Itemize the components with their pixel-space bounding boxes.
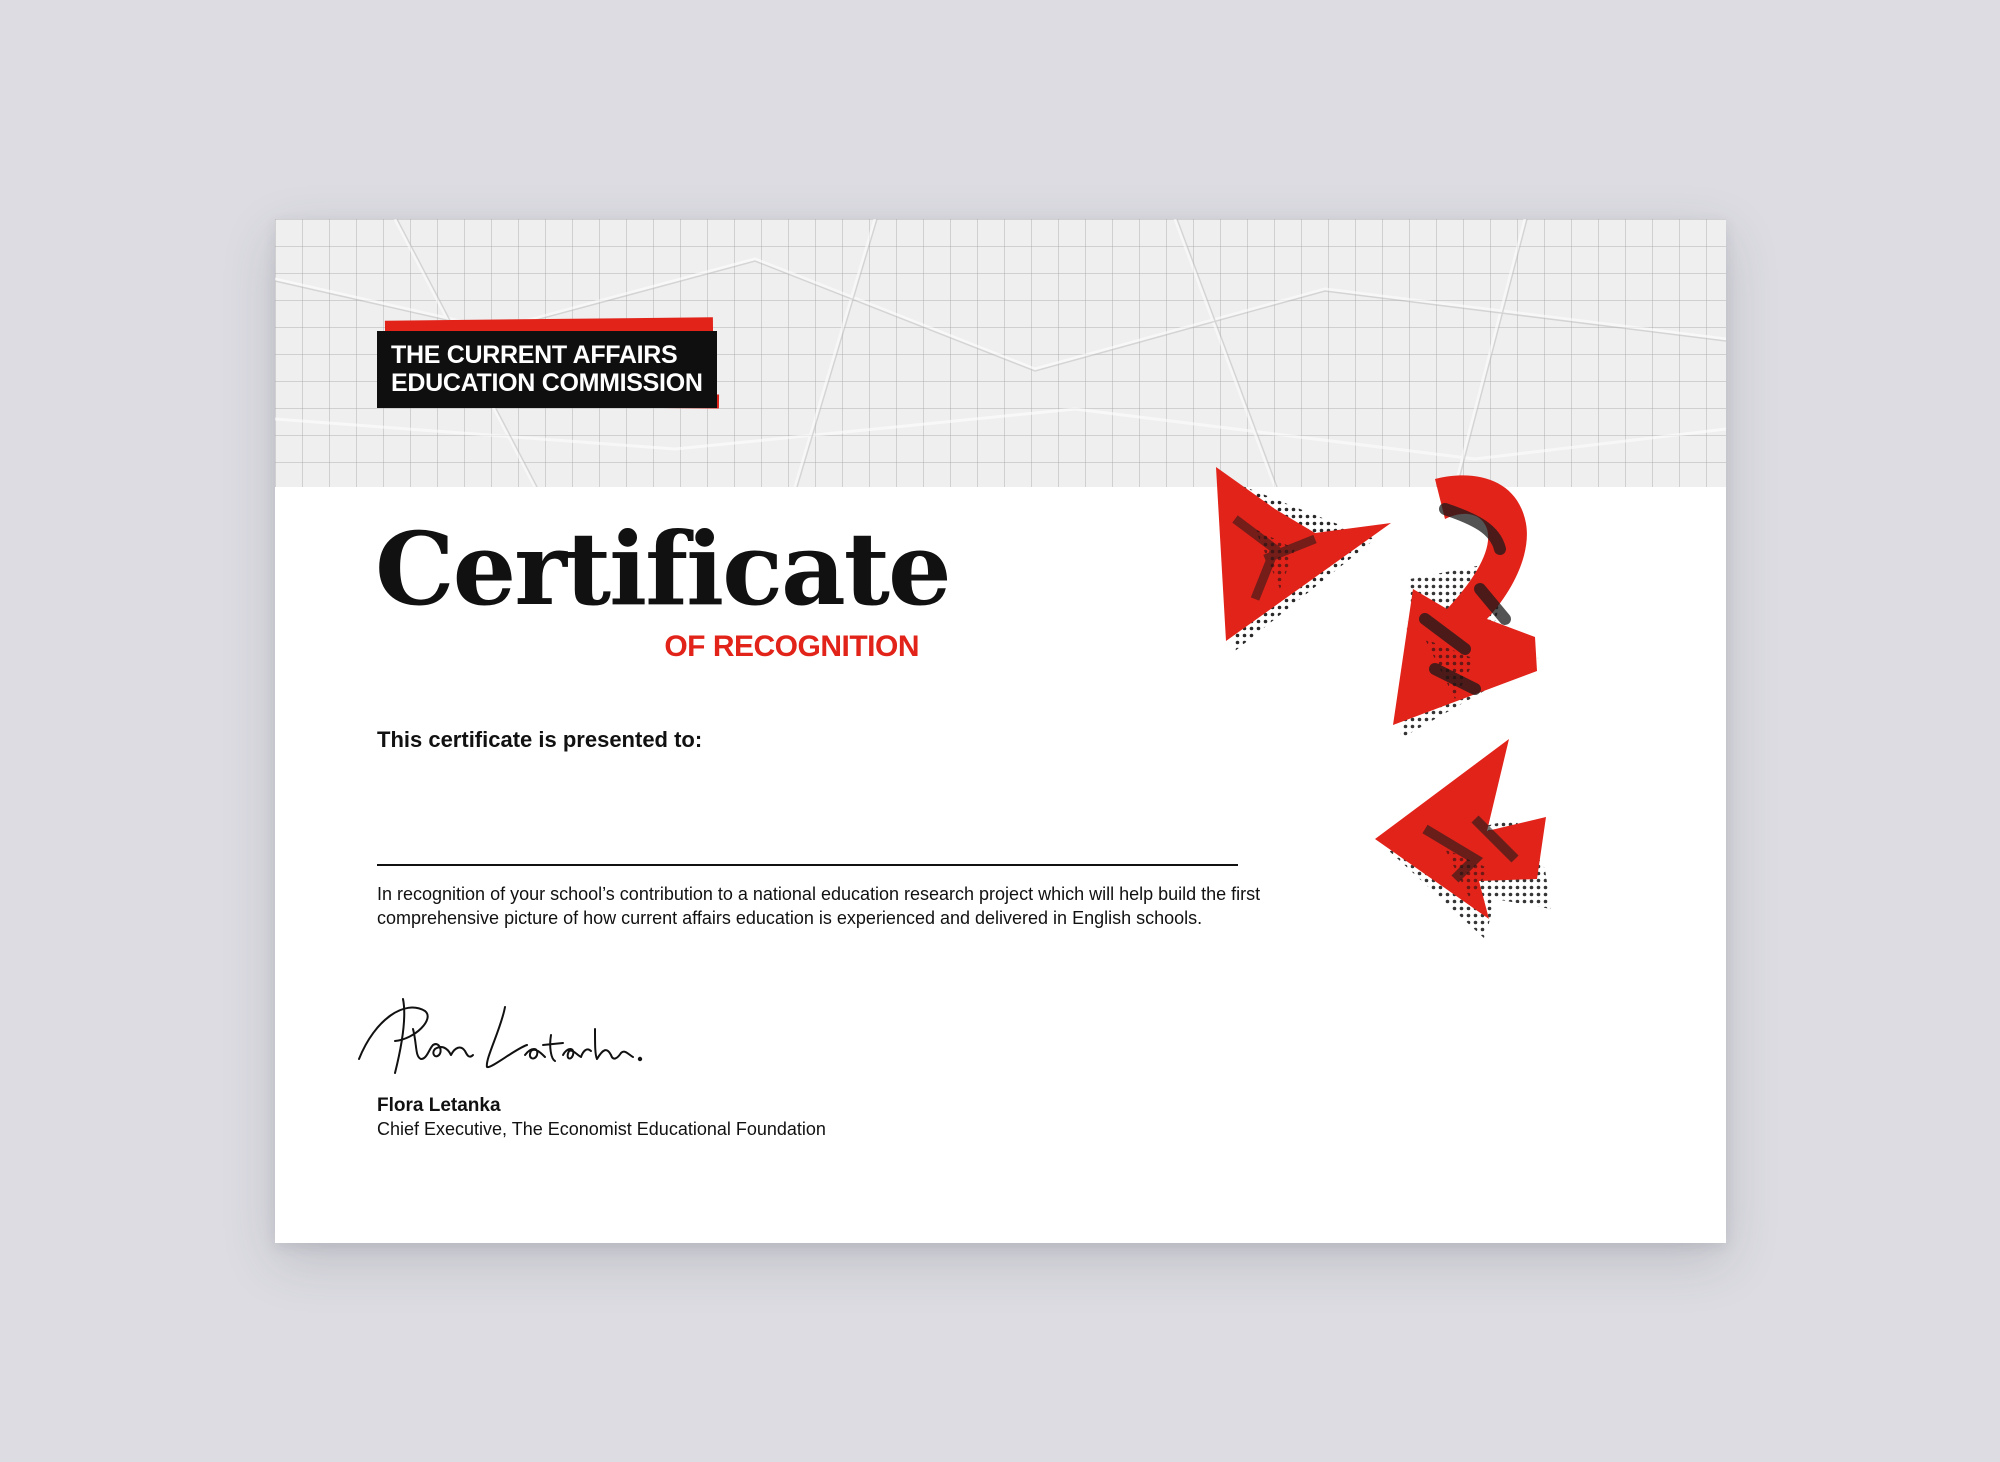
logo-line-1: THE CURRENT AFFAIRS xyxy=(391,341,678,369)
recognition-text: In recognition of your school’s contribution to a national education research project which will help build the first comprehensive picture of how current affairs education is experienced and delivered in English schools. xyxy=(377,884,1261,928)
signer-role: Chief Executive, The Economist Educational Foundation xyxy=(377,1119,826,1139)
certificate-subtitle: OF RECOGNITION xyxy=(664,630,919,663)
signature-image xyxy=(355,989,645,1079)
arrow-cutout-icon xyxy=(1216,467,1391,651)
recipient-name-line xyxy=(377,864,1238,866)
logo-text-box xyxy=(377,331,717,408)
arrow-cutout-icon xyxy=(1375,739,1551,939)
commission-logo xyxy=(377,319,721,411)
arrow-cutout-icon xyxy=(1393,475,1540,739)
presented-to-label: This certificate is presented to: xyxy=(377,727,703,752)
certificate-card xyxy=(275,219,1726,1243)
signer-name: Flora Letanka xyxy=(377,1095,501,1116)
certificate-title: Certificate xyxy=(375,510,950,628)
logo-line-2: EDUCATION COMMISSION xyxy=(391,369,703,397)
